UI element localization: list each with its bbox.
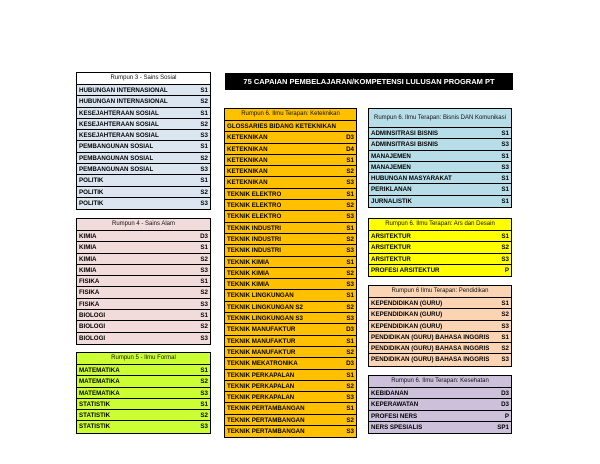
table-row [77, 153, 210, 164]
program-name: KETEKNIKAN [227, 156, 268, 164]
table-row [225, 324, 356, 335]
table-row [369, 242, 511, 253]
program-level: S2 [346, 303, 354, 311]
program-name: ADMINSITRASI BISNIS [371, 141, 439, 149]
program-level: S3 [200, 300, 208, 308]
kesehatan-table [368, 375, 512, 434]
program-name: KETEKNIKAN [227, 168, 268, 176]
table-row [225, 189, 356, 200]
program-name: ADMINSITRASI BISNIS [371, 130, 439, 137]
table-row [77, 130, 210, 141]
rumpun-5-table [76, 352, 211, 434]
table-row [369, 298, 511, 309]
program-name: KETEKNIKAN [227, 134, 268, 142]
table-row [77, 187, 210, 198]
program-name: NERS SPESIALIS [371, 423, 423, 431]
program-level: S2 [346, 348, 354, 356]
program-name: ARSITEKTUR [371, 244, 411, 252]
pendidikan-body [369, 298, 511, 366]
program-name: KIMIA [79, 233, 97, 240]
program-name: KETEKNIKAN [227, 179, 268, 187]
program-name: PENDIDIKAN (GURU) BAHASA INGGRIS [371, 345, 490, 353]
arsdesain-body [369, 231, 511, 276]
rumpun-3-body [77, 85, 210, 209]
program-name: FISIKA [79, 300, 100, 308]
table-row [225, 279, 356, 290]
program-level: S3 [200, 266, 208, 274]
program-level: P [504, 412, 509, 420]
rumpun-4-body [77, 231, 210, 344]
program-name: HUBUNGAN INTERNASIONAL [79, 87, 168, 94]
program-level: S2 [346, 382, 354, 390]
program-name: TEKNIK INDUSTRI [227, 247, 281, 255]
table-row [369, 411, 511, 422]
table-row [225, 211, 356, 222]
program-name: KEPENDIDIKAN (GURU) [371, 322, 443, 330]
program-name: KEBIDANAN [371, 390, 409, 397]
program-level: S1 [346, 371, 354, 379]
kesehatan-header: Rumpun 6. Ilmu Terapan: Kesehatan [369, 376, 511, 388]
program-level: S2 [346, 416, 354, 424]
program-name: MATEMATIKA [79, 389, 120, 397]
program-level: S3 [346, 281, 354, 289]
program-level: S2 [346, 202, 354, 210]
program-name: TEKNIK MANUFAKTUR [227, 348, 296, 356]
program-name: KEPENDIDIKAN (GURU) [371, 311, 443, 319]
rumpun-3-header: Rumpun 3 - Sains Sosial [77, 73, 210, 85]
program-level: S1 [346, 337, 354, 345]
program-level: S1 [200, 244, 208, 252]
arsdesain-header: Rumpun 6. Ilmu Terapan: Ars dan Desain [369, 219, 511, 231]
program-name: TEKNIK PERTAMBANGAN [227, 405, 305, 413]
program-name: POLITIK [79, 199, 104, 207]
table-row [77, 108, 210, 119]
table-row [369, 231, 511, 242]
pendidikan-table [368, 285, 512, 367]
arsdesain-table [368, 218, 512, 277]
program-level: S1 [501, 233, 509, 240]
program-name: KESEJAHTERAAN SOSIAL [79, 109, 159, 117]
program-level: S2 [501, 345, 509, 353]
program-name: KESEJAHTERAAN SOSIAL [79, 120, 159, 128]
program-name: ARSITEKTUR [371, 255, 411, 263]
program-name: STATISTIK [79, 423, 111, 431]
table-row [225, 132, 356, 143]
program-level: SP1 [497, 423, 509, 431]
program-level: S1 [501, 152, 509, 160]
table-row [77, 96, 210, 107]
program-level: D3 [346, 134, 354, 142]
program-name: PROFESI NERS [371, 412, 418, 420]
table-row [225, 200, 356, 211]
table-row [225, 358, 356, 369]
program-level: S3 [501, 255, 509, 263]
program-name: TEKNIK ELEKTRO [227, 190, 282, 198]
program-level: D3 [200, 233, 208, 240]
table-row [369, 173, 511, 184]
program-name: MANAJEMEN [371, 152, 411, 160]
program-name: TEKNIK LINGKUNGAN S2 [227, 303, 303, 311]
table-row [369, 254, 511, 265]
table-row [225, 166, 356, 177]
program-level: D4 [346, 145, 354, 153]
table-row [225, 426, 356, 437]
program-name: PEMBANGUNAN SOSIAL [79, 166, 154, 174]
program-level: S1 [200, 278, 208, 286]
program-level: S1 [200, 367, 208, 374]
table-row [369, 128, 511, 139]
table-row [77, 265, 210, 276]
table-row [225, 336, 356, 347]
table-row [225, 144, 356, 155]
table-row [225, 415, 356, 426]
program-level: S3 [200, 389, 208, 397]
program-name: KIMIA [79, 255, 97, 263]
table-row [77, 376, 210, 387]
program-name: BIOLOGI [79, 323, 106, 331]
program-level: S3 [501, 141, 509, 149]
program-level: S1 [501, 175, 509, 183]
program-name: KEPERAWATAN [371, 401, 419, 409]
program-level: P [504, 266, 509, 274]
table-row [369, 332, 511, 343]
program-level: S1 [346, 292, 354, 300]
table-row [225, 155, 356, 166]
program-level: D3 [346, 360, 354, 368]
table-row [225, 257, 356, 268]
program-level: D3 [501, 401, 509, 409]
table-row [225, 234, 356, 245]
program-level: S3 [501, 322, 509, 330]
program-name: PENDIDIKAN (GURU) BAHASA INGGRIS [371, 356, 490, 364]
program-level: S1 [200, 312, 208, 320]
program-name: HUBUNGAN MASYARAKAT [371, 175, 452, 183]
table-row [77, 119, 210, 130]
table-row [369, 184, 511, 195]
program-level: S3 [346, 179, 354, 187]
program-level: S3 [346, 394, 354, 402]
program-name: TEKNIK PERKAPALAN [227, 382, 295, 390]
table-row [369, 422, 511, 433]
program-name: KIMIA [79, 244, 97, 252]
program-level: S3 [346, 247, 354, 255]
program-name: TEKNIK PERKAPALAN [227, 394, 295, 402]
glossary-label: GLOSSARIES BIDANG KETEKNIKAN [227, 123, 336, 130]
rumpun-5-body [77, 365, 210, 433]
table-row [77, 141, 210, 152]
table-row [77, 85, 210, 96]
program-level: S2 [200, 188, 208, 196]
program-level: S2 [200, 98, 208, 106]
program-level: S2 [200, 120, 208, 128]
program-level: S1 [501, 197, 509, 205]
bisnis-body [369, 128, 511, 207]
table-row [77, 310, 210, 321]
program-name: TEKNIK INDUSTRI [227, 235, 281, 243]
program-level: S3 [501, 163, 509, 171]
table-row [225, 245, 356, 256]
program-level: S1 [346, 224, 354, 232]
table-row [225, 403, 356, 414]
pendidikan-header: Rumpun 6 Ilmu Terapan: Pendidikan [369, 286, 511, 298]
rumpun-4-header: Rumpun 4 - Sains Alam [77, 219, 210, 231]
program-name: TEKNIK LINGKUNGAN S3 [227, 315, 303, 323]
table-row [369, 196, 511, 207]
program-name: TEKNIK ELEKTRO [227, 213, 282, 221]
program-level: S2 [346, 168, 354, 176]
table-row [77, 175, 210, 186]
program-name: PEMBANGUNAN SOSIAL [79, 143, 154, 151]
table-row [369, 321, 511, 332]
program-name: MATEMATIKA [79, 367, 120, 374]
table-row [77, 287, 210, 298]
table-row [369, 265, 511, 276]
table-row [77, 299, 210, 310]
table-row [77, 321, 210, 332]
table-row [77, 388, 210, 399]
program-level: S2 [200, 255, 208, 263]
program-level: S1 [346, 156, 354, 164]
program-level: S3 [200, 166, 208, 174]
program-level: S1 [501, 300, 509, 307]
program-level: S3 [346, 315, 354, 323]
program-name: MATEMATIKA [79, 378, 120, 386]
program-name: JURNALISTIK [371, 197, 412, 205]
table-row [369, 343, 511, 354]
table-row [369, 354, 511, 365]
table-row [225, 381, 356, 392]
table-row [77, 276, 210, 287]
program-name: PERIKLANAN [371, 186, 412, 194]
table-row [77, 399, 210, 410]
table-row [225, 370, 356, 381]
program-name: KESEJAHTERAAN SOSIAL [79, 132, 159, 140]
program-level: S3 [200, 334, 208, 342]
program-level: S3 [346, 213, 354, 221]
table-row [369, 309, 511, 320]
program-level: S1 [501, 130, 509, 137]
program-level: S1 [200, 143, 208, 151]
keteknikan-glossary [225, 121, 356, 132]
program-level: S1 [346, 405, 354, 413]
table-row [77, 365, 210, 376]
program-name: ARSITEKTUR [371, 233, 411, 240]
table-row [77, 242, 210, 253]
program-name: BIOLOGI [79, 334, 106, 342]
program-level: S2 [501, 244, 509, 252]
table-row [369, 399, 511, 410]
bisnis-table [368, 108, 512, 208]
table-row [77, 254, 210, 265]
program-name: TEKNIK MANUFAKTUR [227, 326, 296, 334]
table-row [77, 333, 210, 344]
table-row [77, 164, 210, 175]
kesehatan-body [369, 388, 511, 433]
table-row [225, 177, 356, 188]
program-name: KIMIA [79, 266, 97, 274]
table-row [77, 421, 210, 432]
keteknikan-table [224, 108, 357, 438]
table-row [225, 268, 356, 279]
program-level: S3 [200, 199, 208, 207]
program-level: S2 [346, 269, 354, 277]
program-name: TEKNIK PERTAMBANGAN [227, 428, 305, 436]
program-level: S3 [501, 356, 509, 364]
table-row [369, 162, 511, 173]
program-level: S3 [200, 423, 208, 431]
table-row [77, 198, 210, 209]
table-row [77, 231, 210, 242]
program-level: S3 [346, 428, 354, 436]
program-name: KEPENDIDIKAN (GURU) [371, 300, 443, 307]
rumpun-5-header: Rumpun 5 - Ilmu Formal [77, 353, 210, 365]
table-row [369, 139, 511, 150]
program-level: S2 [200, 412, 208, 420]
program-name: KETEKNIKAN [227, 145, 268, 153]
program-level: S1 [346, 190, 354, 198]
program-name: TEKNIK ELEKTRO [227, 202, 282, 210]
program-level: S1 [346, 258, 354, 266]
program-name: BIOLOGI [79, 312, 106, 320]
keteknikan-body [225, 132, 356, 437]
program-name: TEKNIK PERKAPALAN [227, 371, 295, 379]
program-level: S1 [200, 87, 208, 94]
bisnis-header: Rumpun 6. Ilmu Terapan: Bisnis DAN Komunikasi [369, 109, 511, 128]
program-name: PENDIDIKAN (GURU) BAHASA INGGRIS [371, 333, 490, 341]
table-row [225, 313, 356, 324]
program-level: S3 [200, 132, 208, 140]
table-row [225, 392, 356, 403]
program-name: STATISTIK [79, 400, 111, 408]
program-level: S2 [501, 311, 509, 319]
program-name: MANAJEMEN [371, 163, 411, 171]
table-row [369, 151, 511, 162]
program-name: TEKNIK LINGKUNGAN [227, 292, 294, 300]
rumpun-3-table [76, 72, 211, 210]
program-name: PROFESI ARSITEKTUR [371, 266, 440, 274]
program-name: STATISTIK [79, 412, 111, 420]
program-name: TEKNIK KIMIA [227, 258, 270, 266]
program-level: S1 [501, 186, 509, 194]
program-name: TEKNIK KIMIA [227, 269, 270, 277]
table-row [225, 223, 356, 234]
program-level: S1 [200, 177, 208, 185]
program-name: FISIKA [79, 278, 100, 286]
program-name: TEKNIK MEKATRONIKA [227, 360, 298, 368]
program-level: S2 [200, 289, 208, 297]
program-level: S1 [200, 109, 208, 117]
table-row [225, 347, 356, 358]
program-level: S1 [501, 333, 509, 341]
table-row [225, 302, 356, 313]
program-name: TEKNIK KIMIA [227, 281, 270, 289]
keteknikan-header: Rumpun 6. Ilmu Terapan: Keteknikan [225, 109, 356, 121]
table-row [225, 290, 356, 301]
program-name: POLITIK [79, 177, 104, 185]
program-name: TEKNIK MANUFAKTUR [227, 337, 296, 345]
program-level: S2 [200, 323, 208, 331]
program-name: TEKNIK INDUSTRI [227, 224, 281, 232]
table-row [77, 410, 210, 421]
program-name: POLITIK [79, 188, 104, 196]
program-level: S2 [200, 378, 208, 386]
program-name: TEKNIK PERTAMBANGAN [227, 416, 305, 424]
program-level: D3 [346, 326, 354, 334]
program-level: S2 [200, 154, 208, 162]
program-level: S1 [200, 400, 208, 408]
rumpun-4-table [76, 218, 211, 345]
program-name: HUBUNGAN INTERNASIONAL [79, 98, 168, 106]
program-level: S2 [346, 235, 354, 243]
program-name: PEMBANGUNAN SOSIAL [79, 154, 154, 162]
page-title: 75 CAPAIAN PEMBELAJARAN/KOMPETENSI LULUSAN PROGRAM PT [225, 73, 513, 90]
table-row [369, 388, 511, 399]
program-level: D3 [501, 390, 509, 397]
program-name: FISIKA [79, 289, 100, 297]
